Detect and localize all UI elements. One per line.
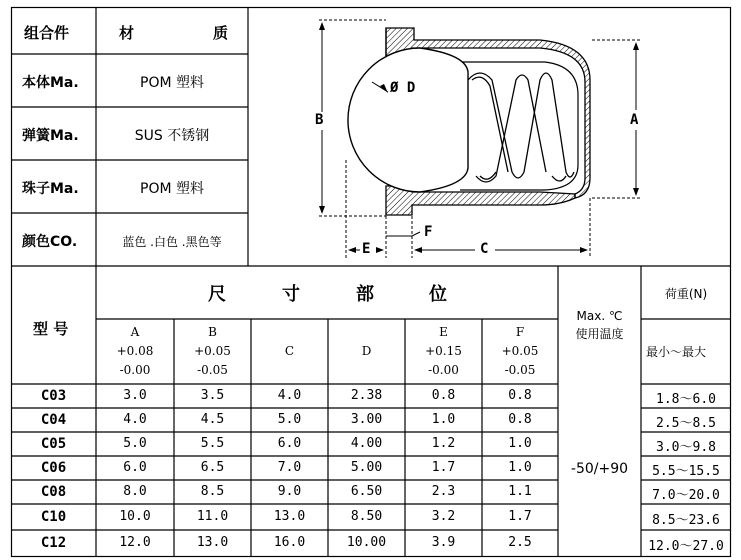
load-cell: 2.5〜8.5: [656, 416, 716, 431]
dimension-cell: 2.3: [431, 484, 456, 499]
dimension-cell: 12.0: [119, 535, 151, 550]
dimension-cell: 5.0: [277, 412, 302, 427]
dimension-column-tolerance: -0.05: [197, 363, 228, 377]
dimension-title-char: 寸: [282, 284, 300, 305]
model-cell: C08: [40, 484, 67, 500]
dimension-cell: 13.0: [273, 509, 306, 524]
dimension-e-label: E: [362, 241, 371, 257]
dimension-cell: 5.00: [350, 460, 383, 475]
dimension-title-char: 尺: [208, 284, 226, 305]
dimension-column-name: F: [515, 325, 525, 339]
material-header-label: 组合件: [24, 24, 70, 42]
dimension-column-tolerance: +0.05: [194, 344, 231, 358]
dimension-f-label: F: [424, 224, 433, 240]
model-cell: C05: [40, 436, 67, 452]
dimension-cell: 16.0: [273, 535, 306, 550]
dimension-column-tolerance: +0.05: [501, 344, 539, 358]
dimension-cell: 4.5: [200, 412, 225, 427]
dimension-cell: 4.00: [350, 436, 383, 451]
dimension-column-name: B: [208, 325, 217, 339]
model-cell: C06: [40, 460, 67, 476]
dimension-title-char: 部: [356, 284, 374, 305]
ball: [348, 48, 420, 192]
dimension-a-label: A: [630, 112, 639, 128]
load-cell: 8.5〜23.6: [652, 513, 720, 528]
dimension-cell: 4.0: [277, 388, 302, 403]
material-row-label: 颜色CO.: [22, 234, 78, 250]
dimension-cell: 6.0: [277, 436, 302, 451]
material-header-left: 材: [119, 24, 135, 42]
dimension-cell: 1.0: [508, 460, 532, 475]
dimension-cell: 10.00: [346, 535, 387, 550]
model-cell: C12: [40, 535, 67, 551]
dimension-cell: 4.0: [123, 412, 147, 427]
dimension-cell: 0.8: [508, 412, 532, 427]
dimension-cell: 2.38: [350, 388, 383, 403]
dimension-title: [96, 280, 558, 306]
load-cell: 5.5〜15.5: [652, 464, 720, 479]
dimension-cell: 1.2: [431, 436, 456, 451]
dimension-column-tolerance: +0.08: [116, 344, 154, 358]
dimension-cell: 10.0: [119, 509, 151, 524]
dimension-cell: 3.5: [200, 388, 225, 403]
model-cell: C10: [40, 509, 67, 525]
dimension-c-label: C: [480, 241, 489, 257]
material-row-label: 珠子Ma.: [22, 181, 79, 197]
material-row-label: 弹簧Ma.: [22, 128, 79, 144]
dimension-cell: 6.50: [350, 484, 383, 499]
diameter-label: Ø D: [390, 80, 416, 96]
load-cell: 1.8〜6.0: [656, 392, 716, 407]
dimension-cell: 9.0: [277, 484, 302, 499]
dimension-title-char: 位: [429, 284, 447, 305]
load-cell: 7.0〜20.0: [652, 488, 720, 503]
dimension-cell: 8.5: [200, 484, 225, 499]
model-header: 型 号: [33, 320, 69, 338]
model-cell: C03: [40, 388, 67, 404]
dimension-cell: 7.0: [277, 460, 302, 475]
temperature-value: -50/+90: [570, 461, 629, 477]
load-header: 荷重(N): [664, 287, 708, 301]
dimension-column-name: E: [439, 325, 448, 339]
dimension-cell: 3.0: [123, 388, 147, 403]
dimension-column-name: C: [284, 344, 295, 358]
dimension-column-tolerance: +0.15: [425, 344, 462, 358]
dimension-cell: 2.5: [508, 535, 532, 550]
dimension-b-label: B: [315, 112, 324, 128]
dimension-cell: 8.50: [350, 509, 383, 524]
dimension-cell: 1.0: [508, 436, 532, 451]
material-row-value: 蓝色 .白色 .黑色等: [122, 235, 222, 249]
cavity-outline: [460, 62, 578, 190]
dimension-cell: 1.7: [508, 509, 532, 524]
dimension-column-tolerance: -0.00: [428, 363, 459, 377]
dimension-cell: 6.0: [123, 460, 147, 475]
dimension-cell: 6.5: [200, 460, 225, 475]
dimension-cell: 0.8: [508, 388, 532, 403]
dimension-cell: 13.0: [196, 535, 229, 550]
dimension-column-name: D: [361, 344, 372, 358]
dimension-column-tolerance: -0.05: [504, 363, 536, 377]
material-header-right: 质: [213, 24, 229, 42]
dimension-cell: 1.0: [431, 412, 456, 427]
material-row-value: POM 塑料: [140, 181, 204, 197]
material-row-value: SUS 不锈钢: [134, 128, 210, 144]
spring: [468, 73, 574, 182]
dimension-cell: 8.0: [123, 484, 147, 499]
load-subheader: 最小〜最大: [646, 345, 707, 359]
temperature-header-line1: Max. ℃: [576, 309, 623, 323]
load-cell: 12.0〜27.0: [648, 539, 724, 554]
material-row-label: 本体Ma.: [22, 75, 79, 91]
dimension-cell: 1.1: [508, 484, 532, 499]
dimension-cell: 1.7: [431, 460, 456, 475]
dimension-cell: 3.00: [350, 412, 383, 427]
dimension-cell: 5.5: [200, 436, 225, 451]
dimension-cell: 3.2: [431, 509, 456, 524]
dimension-cell: 11.0: [196, 509, 229, 524]
dimension-cell: 0.8: [431, 388, 456, 403]
model-cell: C04: [40, 412, 67, 428]
load-cell: 3.0〜9.8: [656, 440, 716, 455]
dimension-cell: 5.0: [123, 436, 147, 451]
dimension-column-tolerance: -0.00: [119, 363, 151, 377]
dimension-column-name: A: [130, 325, 140, 339]
dimension-cell: 3.9: [431, 535, 456, 550]
temperature-header-line2: 使用温度: [575, 327, 624, 341]
material-row-value: POM 塑料: [140, 75, 204, 91]
